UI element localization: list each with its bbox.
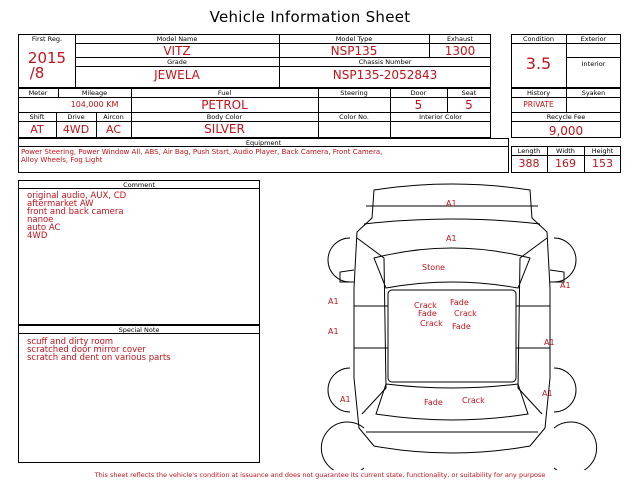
damage-roof-top: A1 [446,199,457,208]
special-note-line: scratch and dent on various parts [27,353,171,363]
sheet-title: Vehicle Information Sheet [209,8,411,26]
height-value: 153 [592,157,613,170]
chassis-number-value: NSP135-2052843 [332,68,438,82]
damage-left-rear-door: A1 [328,327,339,336]
car-body-outline [354,184,550,453]
damage-right-front-fender: A1 [560,281,571,290]
equipment-label: Equipment [245,139,282,147]
seat-label: Seat [461,89,477,97]
history-value: PRIVATE [523,100,554,109]
width-label: Width [556,147,575,155]
grade-value: JEWELA [154,68,200,82]
mileage-value: 104,000 KM [70,100,119,109]
equipment-value: Power Steering, Power Window All, ABS, Air Bag, Push Start, Audio Player, Back Camera, Front Camera, Alloy Wheels, Fog Light [21,148,383,164]
damage-roof-crack-2: Crack [454,309,477,318]
wheel-front-left [328,238,350,282]
comment-line: nanoe [27,215,54,225]
damage-roof-fade-2: Fade [418,309,437,318]
first-reg-year: 2015 [27,49,67,67]
disclaimer-footer: This sheet reflects the vehicle's condition at issuance and does not guarantee its current state, functionality, or suitability for any purpose [94,471,546,479]
special-note-label: Special Note [118,326,160,334]
syaken-label: Syaken [581,89,606,97]
aircon-value: AC [105,123,121,136]
length-label: Length [517,147,541,155]
damage-rear-bumper-crack: Crack [462,396,485,405]
chassis-number-label: Chassis Number [358,58,412,66]
seat-value: 5 [465,98,473,112]
wheel-front-right [554,238,576,282]
shift-value: AT [30,123,44,136]
interior-color-label: Interior Color [419,113,462,121]
interior-label: Interior [581,60,606,68]
model-name-label: Model Name [156,35,198,43]
damage-left-front-door: A1 [328,297,339,306]
body-color-value: SILVER [204,122,245,136]
shift-label: Shift [29,113,45,121]
model-type-value: NSP135 [330,44,378,58]
wheel-lower-right [554,422,597,470]
length-value: 388 [518,157,540,170]
fuel-value: PETROL [201,98,248,112]
damage-right-rear-door: A1 [544,338,555,347]
damage-right-rear-fender: A1 [542,389,553,398]
body-color-label: Body Color [206,113,243,121]
damage-roof-crack-1: Crack [414,301,437,310]
damage-rear-bumper-fade: Fade [424,398,443,407]
comment-line: 4WD [27,231,48,241]
recycle-fee-value: 9,000 [548,124,584,138]
comment-line: front and back camera [27,207,124,217]
meter-label: Meter [28,89,48,97]
steering-label: Steering [340,89,368,97]
first-reg-month: /8 [29,64,45,82]
exterior-label: Exterior [580,35,607,43]
recycle-fee-label: Recycle Fee [546,113,586,121]
special-note-line: scuff and dirty room [27,337,114,347]
comment-label: Comment [123,181,155,189]
model-name-value: VITZ [163,44,191,58]
car-damage-diagram [262,178,622,470]
aircon-label: Aircon [103,113,124,121]
wheel-rear-right [554,368,576,412]
damage-hood: A1 [446,234,457,243]
height-label: Height [591,147,614,155]
comment-line: auto AC [27,223,61,233]
drive-label: Drive [67,113,85,121]
condition-label: Condition [522,35,555,43]
first-reg-label: First Reg. [31,35,63,43]
rear-window-outline [376,384,528,420]
damage-windshield: Stone [422,263,446,272]
comment-line: aftermarket AW [27,199,94,209]
color-no-label: Color No. [339,113,369,121]
windshield-outline [374,248,530,288]
door-value: 5 [414,98,423,112]
wheel-rear-left [328,368,350,412]
damage-roof-fade-1: Fade [450,298,469,307]
special-note-line: scratched door mirror cover [27,345,146,355]
damage-roof-crack-3: Crack [420,319,443,328]
condition-grade: 3.5 [525,54,552,73]
fuel-label: Fuel [217,89,232,97]
drive-value: 4WD [62,123,90,136]
mileage-label: Mileage [81,89,108,97]
width-value: 169 [555,157,576,170]
door-label: Door [410,89,427,97]
history-label: History [526,89,551,97]
exhaust-label: Exhaust [446,35,474,43]
damage-left-rear-fender: A1 [340,395,351,404]
exhaust-value: 1300 [444,44,476,58]
grade-label: Grade [167,58,187,66]
comment-line: original audio, AUX, CD [27,191,127,201]
model-type-label: Model Type [335,35,373,43]
damage-roof-fade-3: Fade [452,322,471,331]
wheel-lower-left [321,422,364,470]
